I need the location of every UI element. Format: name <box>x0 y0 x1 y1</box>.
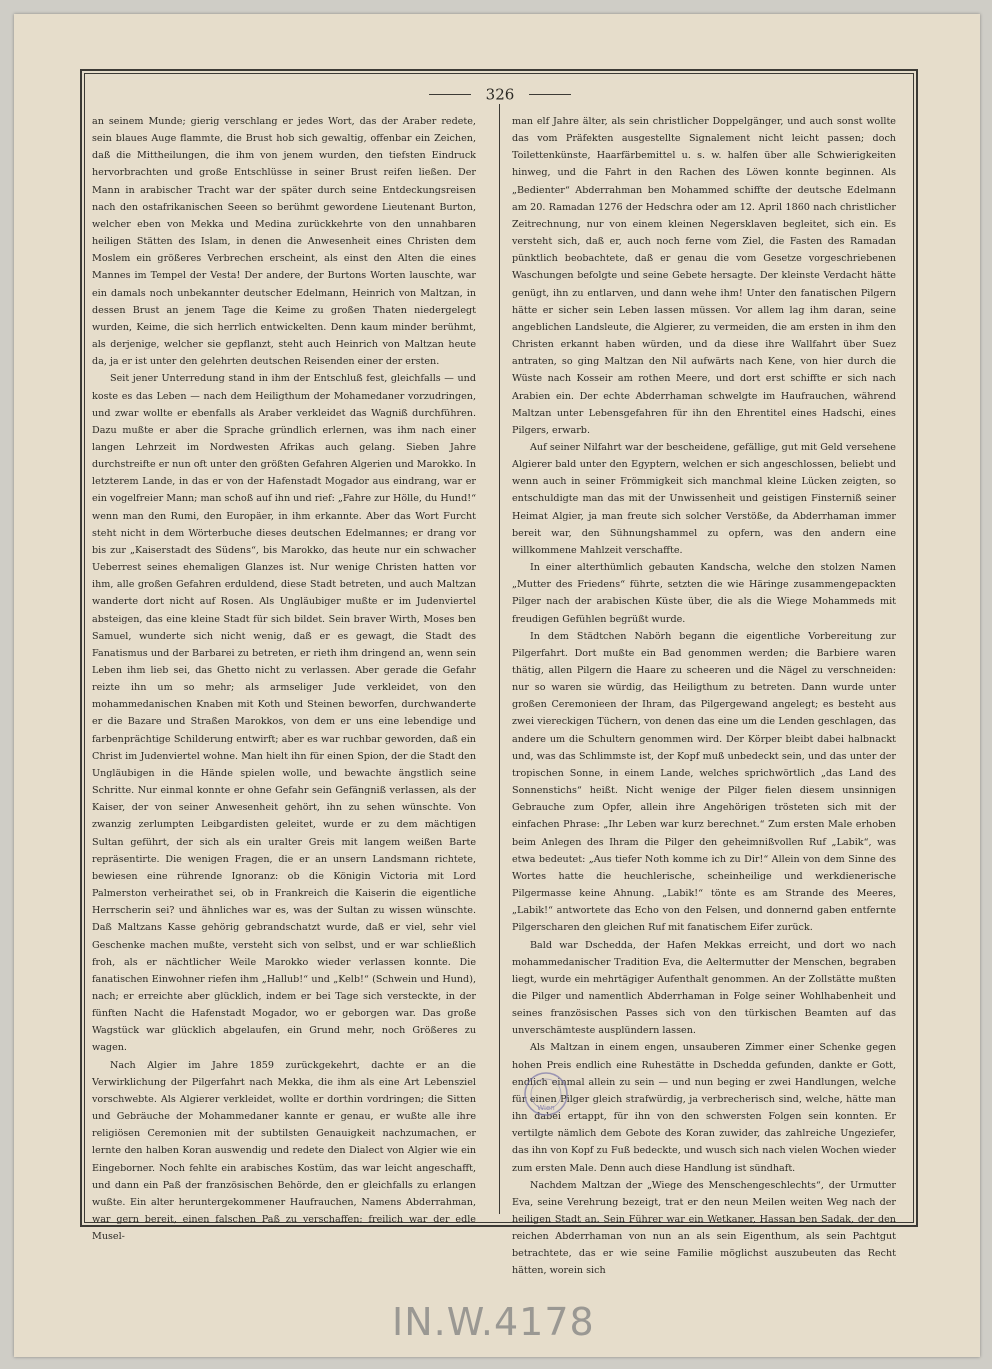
paragraph: Bald war Dschedda, der Hafen Mekkas erreicht, und dort wo nach mohammedanischer Tradition Eva, die Aeltermutter der Menschen, begraben liegt, wurde ein mehrtägiger Aufenthalt genommen. An der Zollstätte mußten die Pilger und namentlich Abderrhaman in Folge seiner Wohlhabenheit und seines französischen Passes sich von den türkischen Beamten auf das unverschämteste ausplündern lassen. <box>512 939 896 1037</box>
paragraph: Nach Algier im Jahre 1859 zurückgekehrt, dachte er an die Verwirklichung der Pilgerfahrt nach Mekka, die ihm als eine Art Lebensziel vorschwebte. Als Algierer verkleidet, wollte er dorthin vordringen; die Sitten und Gebräuche der Mohammedaner kannte er genau, er wußte alle ihre religiösen Ceremonien mit der subtilsten Genauigkeit nachzumachen, er lernte den halben Koran auswendig und redete den Dialect von Algier wie ein Eingeborner. Noch fehlte ein arabisches Kostüm, das war leicht angeschafft, und dann ein Paß der französischen Behörde, den er gleichfalls zu erlangen wußte. Ein alter heruntergekommener Haufrauchen, Namens Abderrahman, war gern bereit, einen falschen Paß zu verschaffen; freilich war der edle Musel- <box>92 1059 476 1243</box>
page-header <box>100 84 900 106</box>
left-column <box>92 113 476 1243</box>
header-rule-right <box>529 94 571 95</box>
paragraph: Nachdem Maltzan der „Wiege des Menschengeschlechts“, der Urmutter Eva, seine Verehrung bezeigt, trat er den neun Meilen weiten Weg nach der heiligen Stadt an. Sein Führer war ein Wetkaner, Hassan ben Sadak, der den reichen Abderrhaman von nun an als sein Eigenthum, als sein Pachtgut betrachtete, das er wie seine Familie möglichst auszubeuten das Recht hätten, worein sich <box>512 1179 896 1277</box>
header-rule-left <box>429 94 471 95</box>
paragraph: man elf Jahre älter, als sein christlicher Doppelgänger, und auch sonst wollte das vom Präfekten ausgestellte Signalement nicht leicht passen; doch Toilettenkünste, Haarfärbemittel u. s. w. halfen über alle Schwierigkeiten hinweg, und die Fahrt in den Rachen des Löwen konnte beginnen. Als „Bedienter“ Abderrahman ben Mohammed schiffte der deutsche Edelmann am 20. Ramadan 1276 der Hedschra oder am 12. April 1860 nach christlicher Zeitrechnung, nur von einem kleinen Negersklaven begleitet, sich ein. Es versteht sich, daß er, auch noch ferne vom Ziel, die Fasten des Ramadan pünktlich beobachtete, daß er genau die vom Gesetze vorgeschriebenen Waschungen befolgte und seine Gebete hersagte. Der kleinste Verdacht hätte genügt, ihn zu entlarven, und dann wehe ihm! Unter den fanatischen Pilgern hätte er sicher sein Leben lassen müssen. Vor allem lag ihm daran, seine angeblichen Landsleute, die Algierer, zu vermeiden, die am ersten in ihm den Christen erkannt haben würden, und da diese ihre Wallfahrt über Suez antraten, so ging Maltzan den Nil aufwärts nach Kene, von hier durch die Wüste nach Kosseir am rothen Meere, und dort erst schiffte er sich nach Arabien ein. Der echte Abderrhaman schwelgte im Haufrauchen, während Maltzan unter Lebensgefahren für ihn den Ehrentitel eines Hadschi, eines Pilgers, erwarb. <box>512 116 896 436</box>
paragraph: Auf seiner Nilfahrt war der bescheidene, gefällige, gut mit Geld versehene Algierer bald unter den Egyptern, welchen er sich angeschlossen, beliebt und wenn auch in seiner Frömmigkeit sich manchmal kleine Lücken zeigten, so entschuldigte man das mit der Unwissenheit und geistigen Finsterniß seiner Heimat Algier, ja man freute sich solcher Verstöße, da Abderrhaman immer bereit war, den Sühnungshammel zu opfern, was den andern eine willkommene Mahlzeit verschaffte. <box>512 441 896 556</box>
svg-text:Wien: Wien <box>537 1104 555 1112</box>
paragraph: an seinem Munde; gierig verschlang er jedes Wort, das der Araber redete, sein blaues Auge flammte, die Brust hob sich gewaltig, offenbar ein Zeichen, daß die Mittheilungen, die ihm von jenem wurden, den tiefsten Eindruck hervorbrachten und große Entschlüsse in seiner Brust reifen ließen. Der Mann in arabischer Tracht war der später durch seine Entdeckungsreisen nach den ostafrikanischen Seeen so berühmt gewordene Lieutenant Burton, welcher eben von Mekka und Medina zurückkehrte von den unnahbaren heiligen Stätten des Islam, in denen die Anwesenheit eines Christen dem Moslem ein größeres Verbrechen erscheint, als einst den Alten die eines Mannes im Tempel der Vesta! Der andere, der Burtons Worten lauschte, war ein damals noch unbekannter deutscher Edelmann, Heinrich von Maltzan, in dessen Brust an jenem Tage die Keime zu großen Thaten niedergelegt wurden, Keime, die sich herrlich entwickelten. Denn kaum minder berühmt, als derjenige, welcher sie gepflanzt, steht auch Heinrich von Maltzan heute da, ja er ist unter den gelehrten deutschen Reisenden einer der ersten. <box>92 116 476 368</box>
paragraph: In dem Städtchen Nabörh begann die eigentliche Vorbereitung zur Pilgerfahrt. Dort mußte ein Bad genommen werden; die Barbiere waren thätig, allen Pilgern die Haare zu scheeren und die Nägel zu verschneiden: nur so waren sie würdig, das Heiligthum zu betreten. Dann wurde unter großen Ceremonieen der Ihram, das Pilgergewand angelegt; es besteht aus zwei viereckigen Tüchern, von denen das eine um die Lenden geschlagen, das andere um die Schultern genommen wird. Der Körper bleibt dabei halbnackt und, was das Schlimmste ist, der Kopf muß unbedeckt sein, und das unter der tropischen Sonne, in einem Lande, welches sprichwörtlich „das Land des Sonnenstichs“ heißt. Nicht wenige der Pilger fielen diesem unsinnigen Gebrauche zum Opfer, allein ihre Angehörigen trösteten sich mit der einfachen Phrase: „Ihr Leben war kurz berechnet.“ Zum ersten Male erhoben beim Anlegen des Ihram die Pilger den geheimnißvollen Ruf „Labik“, was etwa bedeutet: „Aus tiefer Noth komme ich zu Dir!“ Allein von dem Sinne des Wortes hatte die heuchlerische, scheinheilige und werkdienerische Pilgermasse keine Ahnung. „Labik!“ tönte es am Strande des Meeres, „Labik!“ antwortete das Echo von den Felsen, und donnernd gaben entfernte Pilgerscharen den gleichen Ruf mit fanatischem Eifer zurück. <box>512 630 896 934</box>
paragraph: Als Maltzan in einem engen, unsauberen Zimmer einer Schenke gegen hohen Preis endlich eine Ruhestätte in Dschedda gefunden, dankte er Gott, endlich einmal allein zu sein — und nun beging er zwei Handlungen, welche für einen Pilger gleich strafwürdig, ja verbrecherisch sind, welche, hätte man ihn dabei ertappt, für ihn von den schwersten Folgen sein konnten. Er vertilgte nämlich dem Gebote des Koran zuwider, das zahlreiche Ungeziefer, das ihn von Kopf zu Fuß bedeckte, und wusch sich nach vielen Wochen wieder zum ersten Male. Denn auch diese Handlung ist sündhaft. <box>512 1042 896 1174</box>
column-divider <box>499 104 500 1214</box>
library-stamp-icon <box>522 1070 570 1118</box>
page-number: 326 <box>485 85 515 104</box>
right-column <box>512 113 896 1277</box>
paragraph: Seit jener Unterredung stand in ihm der Entschluß fest, gleichfalls — und koste es das Leben — nach dem Heiligthum der Mohamedaner vorzudringen, und zwar wollte er ebenfalls als Araber verkleidet das Wagniß durchführen. Dazu mußte er aber die Sprache gründlich erlernen, was ihm nach einer langen Lehrzeit im Nordwesten Afrikas auch gelang. Sieben Jahre durchstreifte er nun oft unter den größten Gefahren Algerien und Marokko. In letzterem Lande, in das er von der Hafenstadt Mogador aus eindrang, war er ein vogelfreier Mann; man schoß auf ihn und rief: „Fahre zur Hölle, du Hund!“ wenn man den Rumi, den Europäer, in ihm erkannte. Aber das Wort Furcht steht nicht in dem Wörterbuche dieses deutschen Edelmannes; er drang vor bis zur „Kaiserstadt des Südens“, bis Marokko, das heute nur ein schwacher Ueberrest seines ehemaligen Glanzes ist. Nur wenige Christen hatten vor ihm, alle großen Gefahren erduldend, diese Stadt betreten, und auch Maltzan wanderte dort nicht auf Rosen. Als Ungläubiger mußte er im Judenviertel absteigen, das eine kleine Stadt für sich bildet. Sein braver Wirth, Moses ben Samuel, wunderte sich nicht wenig, daß er es gewagt, die Stadt des Fanatismus und der Barbarei zu betreten, er rieth ihm dringend an, wenn sein Leben ihm lieb sei, das Ghetto nicht zu verlassen. Aber gerade die Gefahr reizte ihn um so mehr; als armseliger Jude verkleidet, von den mohammedanischen Knaben mit Koth und Steinen beworfen, durchwanderte er die Bazare und Straßen Marokkos, von dem er uns eine lebendige und farbenprächtige Schilderung entwirft; aber es war ruchbar geworden, daß ein Christ im Judenviertel wohne. Man hielt ihn für einen Spion, der die Stadt den Ungläubigen in die Hände spielen wolle, und bewachte ängstlich seine Schritte. Nur einmal konnte er ohne Gefahr sein Gefängniß verlassen, als der Kaiser, der von seiner Anwesenheit gehört, ihn zu sehen wünschte. Von zwanzig zerlumpten Leibgardisten geleitet, wurde er zu dem mächtigen Sultan geführt, der sich als ein uralter Greis mit langem weißen Barte repräsentirte. Die wenigen Fragen, die er an unsern Landsmann richtete, bewiesen eine rührende Ignoranz: ob die Königin Victoria mit Lord Palmerston verheirathet sei, ob in Frankreich die Kaiserin die eigentliche Herrscherin sei? und ähnliches war es, was der Sultan zu wissen wünschte. Daß Maltzans Kasse gehörig gebrandschatzt wurde, daß er viel, sehr viel Geschenke machen mußte, versteht sich von selbst, und er war schließlich froh, als er nächtlicher Weile Marokko wieder verlassen konnte. Die fanatischen Einwohner riefen ihm „Hallub!“ und „Kelb!“ (Schwein und Hund), nach; er erreichte aber glücklich, indem er bei Tage sich versteckte, in der fünften Nacht die Hafenstadt Mogador, wo er geborgen war. Das große Wagstück war glücklich abgelaufen, ein Grund mehr, noch Größeres zu wagen. <box>92 373 476 1054</box>
handwritten-shelfmark: IN.W.4178 <box>392 1300 595 1344</box>
paragraph: In einer alterthümlich gebauten Kandscha, welche den stolzen Namen „Mutter des Friedens“ führte, setzten die wie Häringe zusammengepackten Pilger nach der arabischen Küste über, die als die Wiege Mohammeds mit freudigen Gefühlen begrüßt wurde. <box>512 562 896 625</box>
